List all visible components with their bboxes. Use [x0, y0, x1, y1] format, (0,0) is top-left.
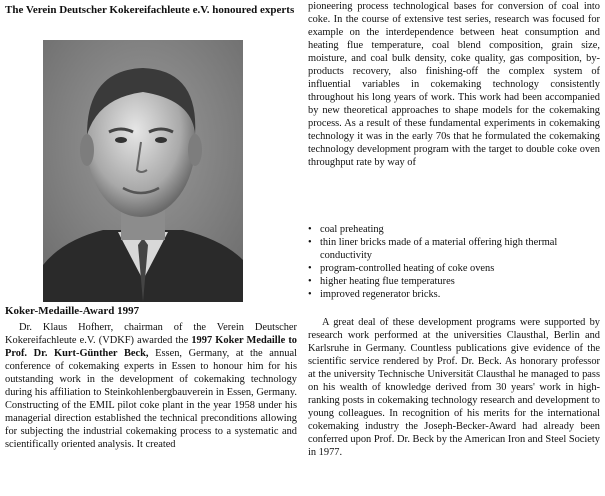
- portrait-photo: [43, 40, 243, 302]
- left-paragraph-text-1: Dr. Klaus Hofherr, chairman of the Verein Deutscher Kokereifachleute e.V. (VDKF) awarded the: [5, 322, 297, 346]
- portrait-image: [43, 40, 243, 302]
- bullet-item: • coal preheating: [308, 223, 600, 236]
- right-paragraph-1: pioneering process technological bases for conversion of coal into coke. In the course of extensive test series, research was focused for example on the interdependence between heat consumption and heating flue temperature, coal blend composition, grain size, moisture, and coal bulk density, coke quality, gas composition, by-products recovery, also finishing-off the complex system of influential variables in cokemaking technology consistently throughout his long years of work. This work had been accompanied by new theoretical approaches to shape models for the cokemaking process. As a result of these fundamental experiments in cokemaking technology it was in the early 70s that he formulated the cokemaking technology development program with the target to double coke oven throughput rate by way of: [308, 1, 600, 168]
- left-paragraph-text-2: Essen, Germany, at the annual conference of cokemaking experts in Essen to honour him for his outstanding work in the development of cokemaking technology during his affiliation to Steinkohlenbergbauverein in Essen, Germany. Constructing of the EMIL pilot coke plant in the year 1958 under his managerial direction established the technical preconditions allowing for subjecting the industrial cokemaking process to a systematic and scientifically oriented analysis. It created: [5, 348, 297, 450]
- bullet-item: • higher heating flue temperatures: [308, 275, 600, 288]
- right-paragraph-2: A great deal of these development programs were supported by research work performed at the universities Clausthal, Berlin and Karlsruhe in Germany. Countless publications give evidence of the scientific service rendered by Prof. Dr. Beck. As honorary professor at the university Technische Universität Clausthal he managed to pass on his wealth of knowledge derived from 30 years' work in high-ranking posts in cokemaking technology research and development to young colleagues. In recognition of his merits for the international cokemaking industry the Joseph-Becker-Award had already been conferred upon Prof. Dr. Beck by the American Iron and Steel Society in 1977.: [308, 317, 600, 458]
- bullet-list: [308, 223, 600, 301]
- bullet-item: • improved regenerator bricks.: [308, 288, 600, 301]
- left-paragraph: [5, 321, 297, 451]
- left-column: [5, 0, 297, 17]
- left-paragraph-bold: 1997 Koker Medaille to Prof. Dr. Kurt-Günther Beck,: [5, 335, 297, 359]
- award-subheading: Koker-Medaille-Award 1997: [5, 305, 140, 317]
- bullet-item: • thin liner bricks made of a material offering high thermal conductivity: [308, 236, 600, 262]
- bullet-item: • program-controlled heating of coke ovens: [308, 262, 600, 275]
- article-heading: The Verein Deutscher Kokereifachleute e.V. honoured experts: [5, 4, 295, 16]
